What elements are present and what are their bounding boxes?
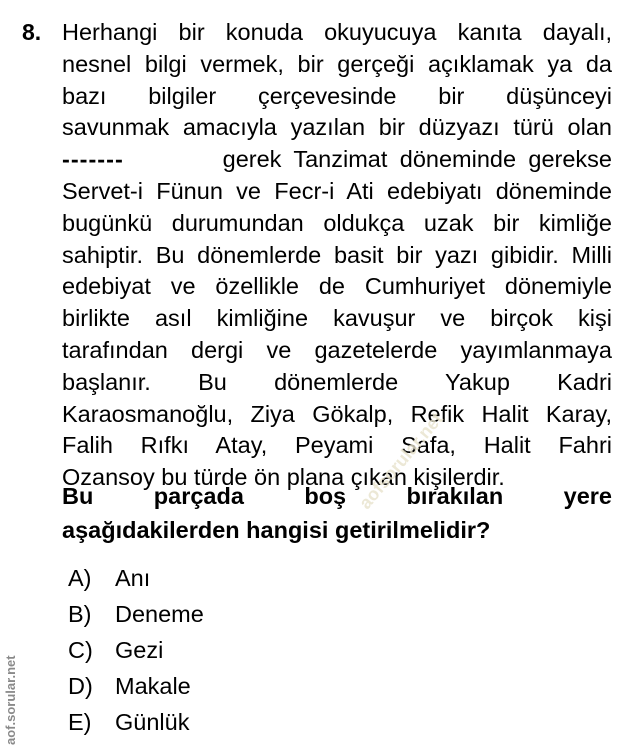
answer-options xyxy=(68,560,204,740)
passage-line: edebiyat ve özellikle de Cumhuriyet dönemiyle xyxy=(62,273,612,300)
option-text: Günlük xyxy=(115,709,190,735)
option-c[interactable] xyxy=(68,632,204,668)
option-letter: D) xyxy=(68,673,93,699)
prompt-line: Bu parçada boş bırakılan yere xyxy=(62,483,612,509)
option-a[interactable] xyxy=(68,560,204,596)
passage-line-text: gerek Tanzimat döneminde gerekse xyxy=(222,146,612,173)
passage-line: Falih Rıfkı Atay, Peyami Safa, Halit Fahri xyxy=(62,432,612,459)
passage-line: savunmak amacıyla yazılan bir düzyazı türü olan xyxy=(62,114,612,141)
option-text: Gezi xyxy=(115,637,164,663)
passage-line: sahiptir. Bu dönemlerde basit bir yazı gibidir. Milli xyxy=(62,241,612,268)
passage-line: tarafından dergi ve gazetelerde yayımlanmaya xyxy=(62,336,612,363)
option-letter: A) xyxy=(68,565,92,591)
passage-line: birlikte asıl kimliğine kavuşur ve birçok kişi xyxy=(62,305,612,332)
option-letter: C) xyxy=(68,637,93,663)
passage-line-with-blank xyxy=(62,144,612,176)
passage-line: bazı bilgiler çerçevesinde bir düşünceyi xyxy=(62,82,612,109)
option-letter: B) xyxy=(68,601,92,627)
passage-line: Servet-i Fünun ve Fecr-i Ati edebiyatı döneminde xyxy=(62,177,612,204)
question-passage xyxy=(62,17,612,494)
option-b[interactable] xyxy=(68,596,204,632)
passage-line: Herhangi bir konuda okuyucuya kanıta dayalı, xyxy=(62,19,612,45)
option-e[interactable] xyxy=(68,704,204,740)
option-letter: E) xyxy=(68,709,92,735)
diagonal-watermark: aofsorular.net xyxy=(355,408,447,513)
passage-line: bugünkü durumundan oldukça uzak bir kimliğe xyxy=(62,209,612,236)
passage-line: nesnel bilgi vermek, bir gerçeği açıklamak ya da xyxy=(62,50,612,77)
passage-line: Ozansoy bu türde ön plana çıkan kişilerdir. xyxy=(62,464,505,491)
option-text: Makale xyxy=(115,673,191,699)
question-number: 8. xyxy=(22,19,42,45)
passage-line: Karaosmanoğlu, Ziya Gökalp, Refik Halit Karay, xyxy=(62,400,612,427)
option-text: Deneme xyxy=(115,601,204,627)
prompt-line: aşağıdakilerden hangisi getirilmelidir? xyxy=(62,517,491,543)
blank-placeholder: ------- xyxy=(62,146,124,173)
question-prompt xyxy=(62,479,612,547)
passage-line: başlanır. Bu dönemlerde Yakup Kadri xyxy=(62,368,612,395)
side-watermark: aof.sorular.net xyxy=(3,655,18,745)
option-text: Anı xyxy=(115,565,151,591)
option-d[interactable] xyxy=(68,668,204,704)
